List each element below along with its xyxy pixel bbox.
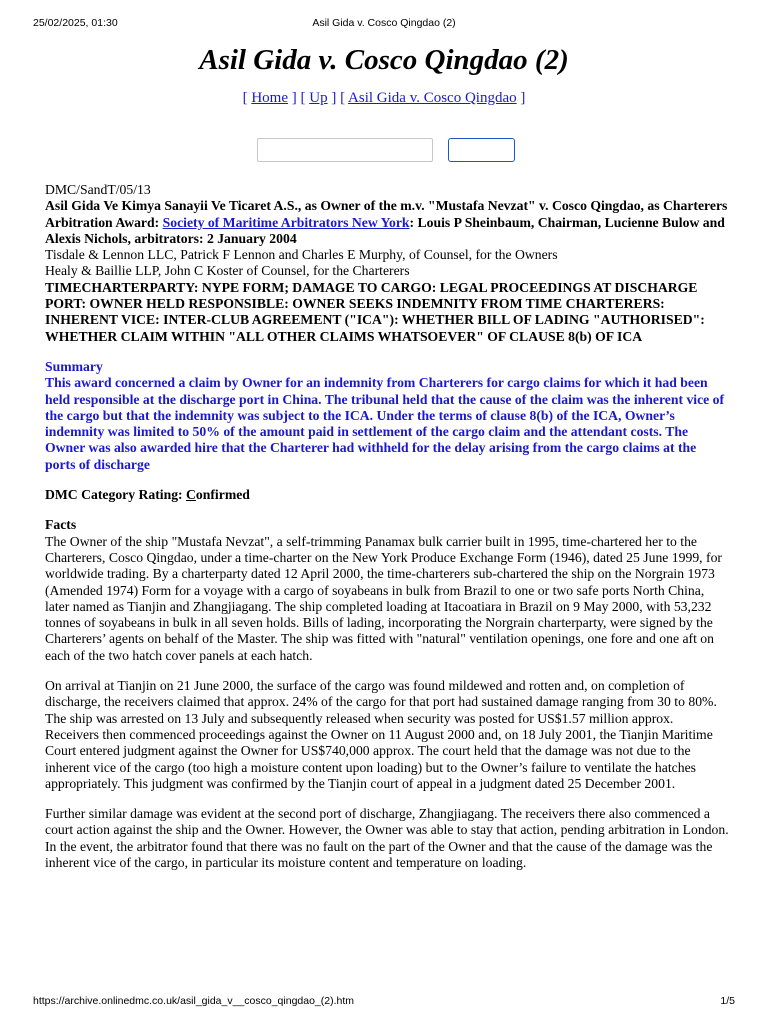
award-label: Arbitration Award: <box>45 214 163 230</box>
award-details: : Louis P Sheinbaum, Chairman, Lucienne Bulow and Alexis Nichols, arbitrators: 2 January 2004 <box>45 214 725 246</box>
search-input[interactable] <box>257 138 433 162</box>
facts-heading: Facts <box>45 517 77 533</box>
facts-paragraph-2: On arrival at Tianjin on 21 June 2000, the surface of the cargo was found mildewed and rotten and, on completion of discharge, the receivers claimed that approx. 24% of the cargo for that port had sustained damage ranging from 30 to 80%. The ship was arrested on 13 July and subsequently released when security was posted for US$1.57 million approx. Receivers then commenced proceedings against the Owner on 11 August 2000 and, on 18 July 2001, the Tianjin Maritime Court entered judgment against the Owner for US$740,000 approx. The court held that the damage was not due to the inherent vice of the cargo (too high a moisture content upon loading) but to the Owner’s failure to ventilate the hatches appropriately. This judgment was confirmed by the Tianjin court of appeal in a judgment dated 25 December 2001. <box>45 678 717 791</box>
nav-bracket: ] [ <box>327 90 349 106</box>
category-rating <box>45 487 729 503</box>
arbitration-award <box>45 215 729 248</box>
nav-bracket: ] <box>516 90 526 106</box>
print-footer <box>33 995 735 1009</box>
counsel-owners: Tisdale & Lennon LLC, Patrick F Lennon and Charles E Murphy, of Counsel, for the Owners <box>45 247 558 263</box>
page-title: Asil Gida v. Cosco Qingdao (2) <box>199 44 569 76</box>
summary-text: This award concerned a claim by Owner for an indemnity from Charterers for cargo claims for which it had been held responsible at the discharge port in China. The tribunal held that the cause of the claim was the inherent vice of the cargo but that the indemnity was subject to the ICA. Under the terms of clause 8(b) of the ICA, Owner’s indemnity was limited to 50% of the amount paid in settlement of the cargo claim and the attendant costs. The Owner was also awarded hire that the Charterer had withheld for the delay arising from the cargo claims at the ports of discharge <box>45 375 725 472</box>
nav-bracket: ] [ <box>288 90 310 106</box>
rating-value-initial: C <box>186 487 196 503</box>
summary-heading: Summary <box>45 358 103 374</box>
nav-related-link[interactable]: Asil Gida v. Cosco Qingdao <box>348 90 517 106</box>
nav-home-link[interactable]: Home <box>251 90 289 106</box>
counsel-charterers: Healy & Baillie LLP, John C Koster of Counsel, for the Charterers <box>45 263 410 279</box>
print-url: https://archive.onlinedmc.co.uk/asil_gida_v__cosco_qingdao_(2).htm <box>33 995 355 1007</box>
print-datetime: 25/02/2025, 01:30 <box>33 17 118 29</box>
document-body <box>45 182 729 871</box>
facts-paragraph-1: The Owner of the ship "Mustafa Nevzat", a self-trimming Panamax bulk carrier built in 1995, time-chartered her to the Charterers, Cosco Qingdao, under a time-charter on the New York Produce Exchange Form (1946), dated 25 June 1999, for worldwide trading. By a charterparty dated 12 April 2000, the time-charterers sub-chartered the ship on the Norgrain 1973 (Amended 1974) Form for a voyage with a cargo of soyabeans in bulk from Brazil to one or two safe ports North China, later named as Tianjin and Zhangjiagang. The ship completed loading at Itacoatiara in Brazil on 9 May 2000, with 53,232 tonnes of soyabeans in bulk in all seven holds. Bills of lading, incorporating the Norgrain charterparty, were signed by the Charterers’ agents on behalf of the Master. The ship was fitted with "natural" ventilation openings, one fore and one aft on each of the two hatch cover panels at each hatch. <box>45 533 722 663</box>
sman-link[interactable]: Society of Maritime Arbitrators New York <box>162 214 410 230</box>
case-parties: Asil Gida Ve Kimya Sanayii Ve Ticaret A.S., as Owner of the m.v. "Mustafa Nevzat" v. Cosco Qingdao, as Charterers <box>45 198 728 214</box>
breadcrumb-nav <box>0 90 768 107</box>
nav-bracket: [ <box>242 90 252 106</box>
print-doc-title: Asil Gida v. Cosco Qingdao (2) <box>312 17 456 29</box>
nav-up-link[interactable]: Up <box>309 90 328 106</box>
case-keywords: TIMECHARTERPARTY: NYPE FORM; DAMAGE TO CARGO: LEGAL PROCEEDINGS AT DISCHARGE PORT: OWNER HELD RESPONSIBLE: OWNER SEEKS INDEMNITY FROM TIME CHARTERERS: INHERENT VICE: INTER-CLUB AGREEMENT ("ICA"): WHETHER BILL OF LADING "AUTHORISED": WHETHER CLAIM WITHIN "ALL OTHER CLAIMS WHATSOEVER" OF CLAUSE 8(b) OF ICA <box>45 279 705 344</box>
search-button[interactable] <box>448 138 515 162</box>
print-header <box>33 17 735 31</box>
case-reference: DMC/SandT/05/13 <box>45 182 151 197</box>
rating-value: onfirmed <box>195 487 250 503</box>
rating-label: DMC Category Rating: <box>45 487 187 503</box>
page-number: 1/5 <box>720 995 735 1007</box>
facts-paragraph-3: Further similar damage was evident at the second port of discharge, Zhangjiagang. The receivers there also commenced a court action against the ship and the Owner. However, the Owner was able to stay that action, pending arbitration in London. In the event, the arbitrator found that there was no fault on the part of the Owner and that the cause of the damage was the inherent vice of the cargo, in particular its moisture content and temperature on loading. <box>45 806 729 870</box>
